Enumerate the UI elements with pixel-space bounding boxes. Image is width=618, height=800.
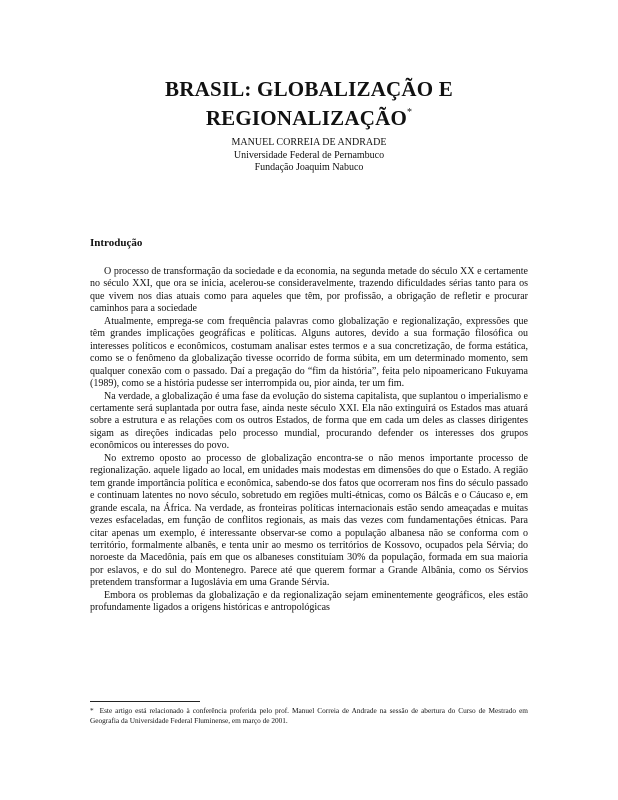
author-block xyxy=(90,137,528,175)
author-name: MANUEL CORREIA DE ANDRADE xyxy=(231,137,387,148)
section-heading: Introdução xyxy=(90,237,143,249)
paragraph: Atualmente, emprega-se com frequência palavras como globalização e regionalização, expressões que têm grandes implicações geográficas e políticas. Alguns autores, devido a sua formação filosófica ou interesses políticos e econômicos, costumam analisar estes termos e a sua concretização, de forma estática, como se o fenômeno da globalização tivesse ocorrido de forma súbita, em um determinado momento, sem qualquer conexão com o passado. Daí a pregação do “fim da história”, feita pelo nipoamericano Fukuyama (1989), como se a história pudesse ser interrompida ou, pior ainda, ter um fim. xyxy=(90,315,528,390)
article-title xyxy=(90,77,528,131)
paragraph: O processo de transformação da sociedade e da economia, na segunda metade do século XX e certamente no século XXI, que ora se inicia, acelerou-se consideravelmente, trazendo dificuldades sérias tanto para os que vivem nos dias atuais como para aqueles que têm, por profissão, a obrigação de refletir e procurar caminhos para a sociedade xyxy=(90,266,528,315)
author-affiliation-2: Fundação Joaquim Nabuco xyxy=(254,162,364,173)
title-line-2-text: REGIONALIZAÇÃO xyxy=(205,106,407,130)
footnote-text: Este artigo está relacionado à conferência proferida pelo prof. Manuel Correia de Andrade na sessão de abertura do Curso de Mestrado em Geografia da Universidade Federal Fluminense, em março de 2001. xyxy=(90,706,528,725)
body-text xyxy=(90,266,528,615)
paragraph: Na verdade, a globalização é uma fase da evolução do sistema capitalista, que suplantou o imperialismo e certamente será suplantada por outra fase, ainda neste século XXI. Ela não extinguirá os Estados mas atuará sobre a estrutura e as relações com os outros Estados, de forma que em cada um deles as classes dirigentes sigam as direções indicadas pelo processo mundial, procurando defender os interesses dos grupos econômicos ou interesses do povo. xyxy=(90,390,528,452)
footnote xyxy=(90,706,528,726)
footnote-marker: * xyxy=(90,706,94,715)
paragraph: Embora os problemas da globalização e da regionalização sejam eminentemente geográficos, eles estão profundamente ligados a origens históricas e antropológicas xyxy=(90,589,528,614)
title-line-1: BRASIL: GLOBALIZAÇÃO E xyxy=(165,77,453,101)
title-line-2 xyxy=(90,102,528,131)
title-footnote-marker: * xyxy=(406,107,413,118)
author-affiliation-1: Universidade Federal de Pernambuco xyxy=(233,149,385,161)
paragraph: No extremo oposto ao processo de globalização encontra-se o não menos importante processo de regionalização. aquele ligado ao local, em unidades mais modestas em dimensões do que o Estado. A região tem grande importância política e econômica, sabendo-se dos fatos que ocorreram nos fins do século passado e continuam latentes no novo século, sobretudo em regiões multi-étnicas, como os Bálcãs e o Cáucaso e, em grande escala, na África. Na verdade, as fronteiras políticas internacionais estão sendo ameaçadas e muitas vezes esfaceladas, em função de conflitos regionais, as mais das vezes com fundamentações étnicas. Para citar apenas um exemplo, é interessante observar-se como a população albanesa não se conforma com o território, formalmente albanês, e tenta unir ao mesmo os territórios de Kossovo, ocupados pela Sérvia; do noroeste da Macedônia, país em que os albaneses constituíam 30% da população, formada em sua maioria por eslavos, e do sul do Montenegro. Parece até que querem formar a Grande Albânia, como os Sérvios pretendem transformar a Iugoslávia em uma Grande Sérvia. xyxy=(90,452,528,589)
footnote-separator xyxy=(90,701,200,702)
